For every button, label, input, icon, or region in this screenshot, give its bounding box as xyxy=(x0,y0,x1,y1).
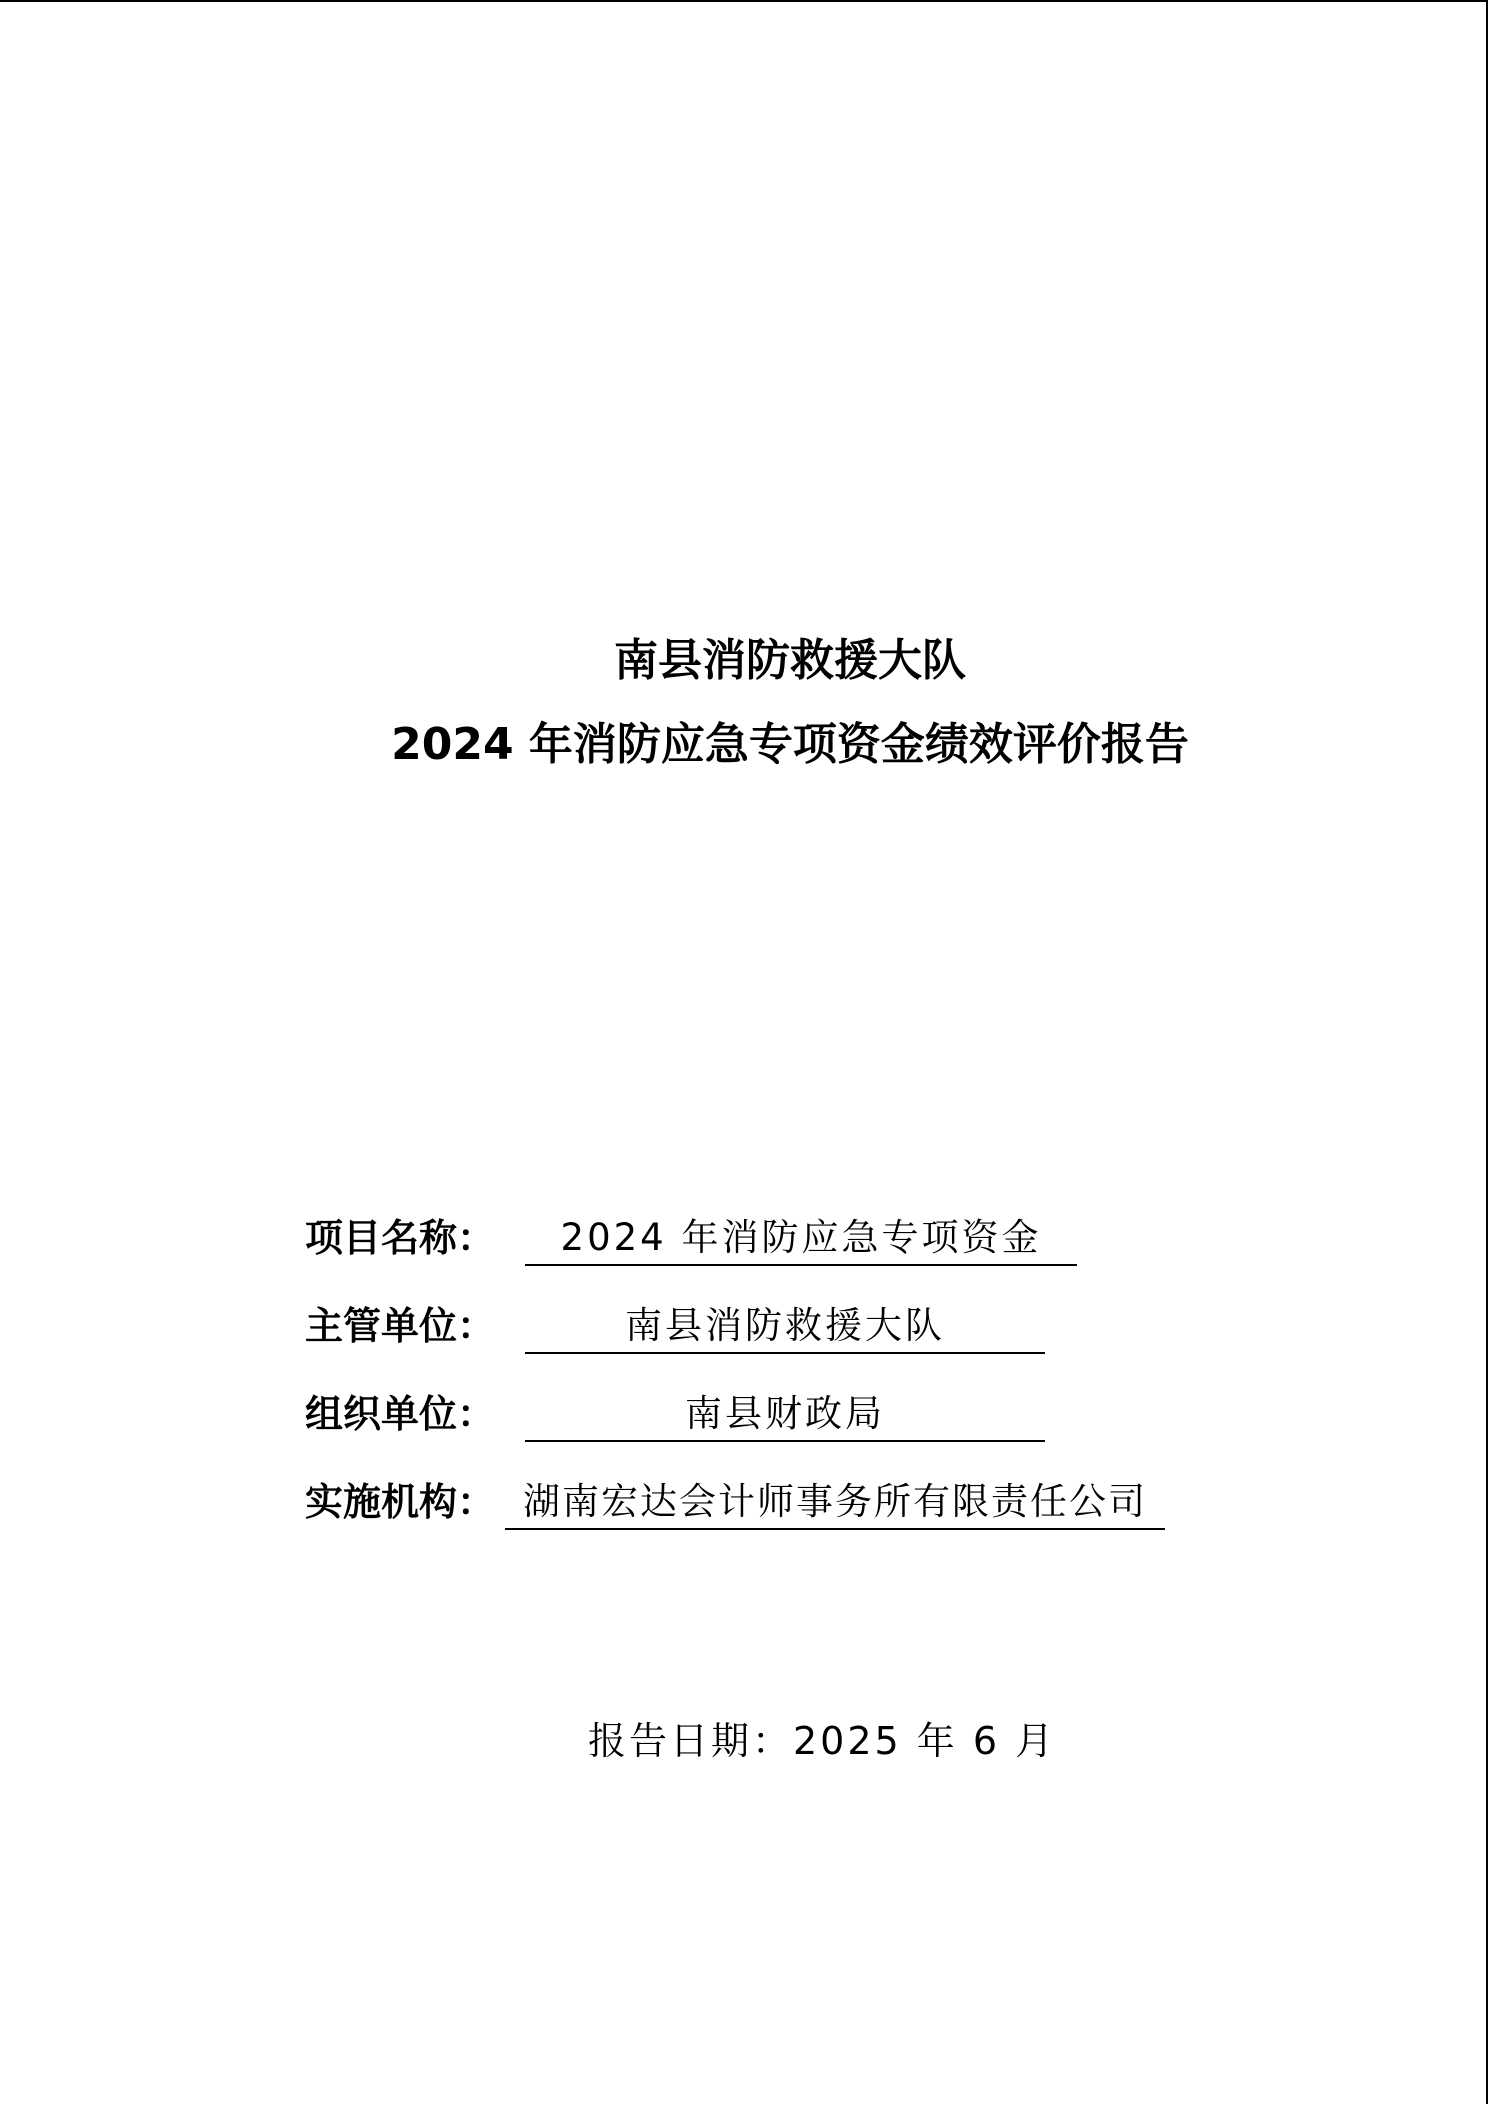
report-date: 报告日期：2025 年 6 月 xyxy=(588,1719,1057,1763)
report-title-main: 2024 年消防应急专项资金绩效评价报告 xyxy=(391,719,1189,770)
organizing-unit-label: 组织单位： xyxy=(305,1391,496,1436)
project-name-label: 项目名称： xyxy=(305,1215,496,1260)
page-border-top xyxy=(0,0,1488,2)
supervising-unit-value: 南县消防救援大队 xyxy=(525,1300,1045,1354)
project-name-value: 2024 年消防应急专项资金 xyxy=(525,1212,1077,1266)
supervising-unit-label: 主管单位： xyxy=(305,1303,496,1348)
organizing-unit-value: 南县财政局 xyxy=(525,1388,1045,1442)
report-title-organization: 南县消防救援大队 xyxy=(614,635,966,686)
implementing-agency-value: 湖南宏达会计师事务所有限责任公司 xyxy=(505,1476,1165,1530)
implementing-agency-label: 实施机构： xyxy=(305,1479,496,1524)
